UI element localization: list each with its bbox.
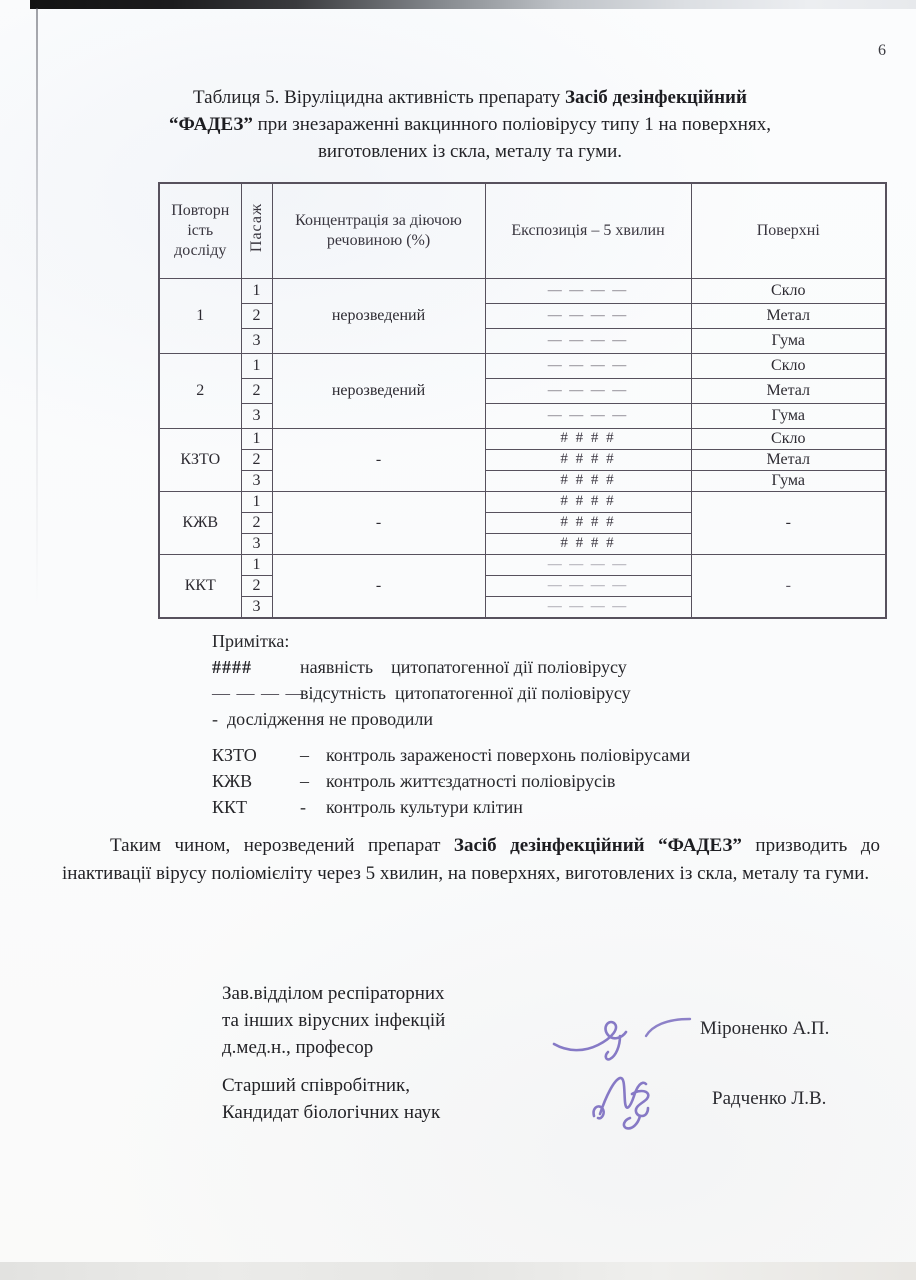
exposure-cell: — — — — [485,378,691,403]
table-row [159,470,886,491]
table-row [159,491,886,512]
hash-symbol: #### [212,657,252,677]
passage-cell: 3 [241,328,272,353]
header-line: досліду [174,241,227,259]
repetition-cell: 2 [159,353,241,428]
surface-cell: Скло [691,278,886,303]
surface-cell: Гума [691,403,886,428]
legend-abbr: КЗТО [212,745,257,765]
exposure-cell: — — — — [485,575,691,596]
repetition-cell: КЖВ [159,491,241,554]
exposure-cell: — — — — [485,353,691,378]
table-caption [60,84,880,165]
legend-separator: – [300,771,309,791]
caption-product-name: Засіб дезінфекційний [565,87,747,108]
signatory-name-1: Міроненко А.П. [700,1018,830,1039]
surface-cell: Скло [691,428,886,449]
col-header-exposure: Експозиція – 5 хвилин [485,183,691,278]
legend-abbr: ККТ [212,797,248,817]
header-line: ість [187,221,214,239]
caption-text: Таблиця 5. Віруліцидна активність препарату [193,87,565,108]
concentration-cell: - [272,554,485,618]
table-row [159,449,886,470]
scan-edge-bottom [0,1262,916,1280]
role-line: Старший співробітник, [222,1075,411,1096]
hash-meaning: наявність цитопатогенної дії поліовірусу [300,657,627,677]
handwritten-signature-2 [588,1064,658,1136]
surface-merged-cell: - [691,554,886,618]
role-line: Кандидат біологічних наук [222,1102,441,1123]
passage-cell: 2 [241,449,272,470]
caption-text: при знезараженні вакцинного поліовірусу типу 1 на поверхнях, [252,114,771,135]
exposure-cell: — — — — [485,596,691,618]
passage-cell: 3 [241,533,272,554]
caption-line-1 [60,84,880,111]
note-hash-line [212,654,631,680]
passage-cell: 1 [241,353,272,378]
exposure-cell: — — — — [485,403,691,428]
col-header-surface: Поверхні [691,183,886,278]
conclusion-product-name: Засіб дезінфекційний “ФАДЕЗ” [453,835,742,856]
exposure-cell: # # # # [485,449,691,470]
signatory-role-2 [222,1072,440,1126]
legend-definition: контроль життєздатності поліовірусів [326,771,616,791]
table-row [159,378,886,403]
surface-cell: Гума [691,470,886,491]
legend-item-kzto [212,742,690,768]
concentration-cell: - [272,491,485,554]
surface-cell: Метал [691,378,886,403]
exposure-cell: — — — — [485,278,691,303]
exposure-cell: # # # # [485,533,691,554]
caption-brand-name: “ФАДЕЗ” [169,114,253,135]
table-row [159,554,886,575]
caption-line-3: виготовлених із скла, металу та гуми. [317,141,623,162]
note-none-line: - дослідження не проводили [212,709,433,729]
role-line: д.мед.н., професор [222,1037,374,1058]
note-heading: Примітка: [212,631,290,651]
exposure-cell: — — — — [485,328,691,353]
surface-cell: Метал [691,449,886,470]
table-row [159,353,886,378]
scan-edge-top [30,0,916,9]
role-line: Зав.відділом респіраторних [222,983,445,1004]
col-header-repetition [159,183,241,278]
exposure-cell: # # # # [485,512,691,533]
legend-item-kkt [212,794,690,820]
surface-cell: Метал [691,303,886,328]
signatory-name-2: Радченко Л.В. [712,1088,827,1109]
exposure-cell: — — — — [485,303,691,328]
table-row [159,428,886,449]
exposure-cell: # # # # [485,491,691,512]
page-number: 6 [878,42,886,59]
role-line: та інших вірусних інфекцій [222,1010,446,1031]
conclusion-paragraph [62,832,880,887]
table-header-row [159,183,886,278]
virucidal-activity-table [158,182,887,619]
col-header-passage [241,183,272,278]
vertical-header-text: Пасаж [247,203,265,253]
note-block [212,628,631,732]
caption-line-2 [60,111,880,138]
table-row [159,278,886,303]
legend-separator: – [300,745,309,765]
legend-abbr: КЖВ [212,771,253,791]
passage-cell: 2 [241,378,272,403]
passage-cell: 2 [241,575,272,596]
passage-cell: 2 [241,303,272,328]
exposure-cell: — — — — [485,554,691,575]
abbreviation-legend [212,742,690,820]
surface-cell: Скло [691,353,886,378]
passage-cell: 1 [241,491,272,512]
handwritten-signature-1 [550,1002,710,1064]
col-header-concentration: Концентрація за діючою речовиною (%) [272,183,485,278]
header-line: Повторн [171,201,230,219]
dash-symbol: — — — — [212,683,305,703]
concentration-cell: - [272,428,485,491]
passage-cell: 1 [241,278,272,303]
conclusion-text: призводить до інактивації вірусу поліомієліту через 5 хвилин, на поверхнях, виготовлених із скла, металу та гуми. [62,835,880,884]
passage-cell: 3 [241,596,272,618]
passage-cell: 1 [241,428,272,449]
passage-cell: 3 [241,470,272,491]
table-row [159,403,886,428]
repetition-cell: 1 [159,278,241,353]
exposure-cell: # # # # [485,470,691,491]
concentration-cell: нерозведений [272,353,485,428]
note-dash-line [212,680,631,706]
repetition-cell: ККТ [159,554,241,618]
surface-cell: Гума [691,328,886,353]
table-row [159,328,886,353]
dash-meaning: відсутність цитопатогенної дії поліовірусу [300,683,631,703]
passage-cell: 3 [241,403,272,428]
repetition-cell: КЗТО [159,428,241,491]
passage-cell: 2 [241,512,272,533]
table-row [159,303,886,328]
concentration-cell: нерозведений [272,278,485,353]
signatory-role-1 [222,980,445,1061]
legend-definition: контроль культури клітин [326,797,523,817]
legend-definition: контроль зараженості поверхонь поліовірусами [326,745,691,765]
legend-item-kzhv [212,768,690,794]
scan-edge-left [36,8,38,608]
exposure-cell: # # # # [485,428,691,449]
passage-cell: 1 [241,554,272,575]
surface-merged-cell: - [691,491,886,554]
conclusion-text: Таким чином, нерозведений препарат [110,835,454,856]
legend-separator: - [300,797,306,817]
